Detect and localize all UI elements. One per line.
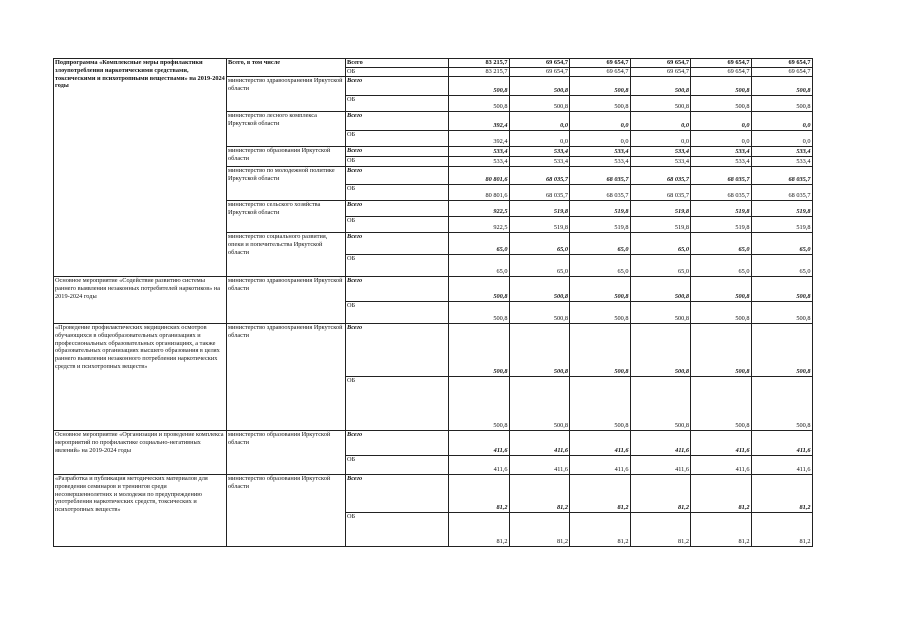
amount-cell: 519,8 <box>509 217 570 233</box>
amount-cell: 81,2 <box>570 513 631 547</box>
amount-cell: 533,4 <box>691 157 752 167</box>
amount-cell: 500,8 <box>751 377 812 431</box>
amount-cell: 411,6 <box>630 431 691 456</box>
table-row <box>54 59 813 68</box>
amount-cell: 81,2 <box>691 513 752 547</box>
amount-cell: 500,8 <box>449 302 510 324</box>
amount-cell: 500,8 <box>630 377 691 431</box>
amount-cell: 519,8 <box>751 217 812 233</box>
amount-cell: 519,8 <box>509 201 570 217</box>
program-name-cell: «Проведение профилактических медицинских осмотров обучающихся в общеобразовательных организациях и профессиональных образовательных организациях, а также образовательных организациях высшего образования в целях раннего выявления незаконного потребления наркотических средств и психотропных веществ» <box>54 324 227 431</box>
amount-cell: 80 801,6 <box>449 167 510 185</box>
amount-cell: 500,8 <box>449 377 510 431</box>
funding-source-cell: Всего <box>346 112 449 131</box>
executor-cell: министерство здравоохранения Иркутской области <box>227 77 346 112</box>
amount-cell: 500,8 <box>449 277 510 302</box>
amount-cell: 500,8 <box>751 77 812 96</box>
executor-cell: Всего, в том числе <box>227 59 346 77</box>
amount-cell: 80 801,6 <box>449 185 510 201</box>
funding-source-cell: Всего <box>346 475 449 513</box>
amount-cell: 81,2 <box>751 513 812 547</box>
amount-cell: 500,8 <box>751 302 812 324</box>
amount-cell: 68 035,7 <box>630 167 691 185</box>
amount-cell: 922,5 <box>449 217 510 233</box>
amount-cell: 69 654,7 <box>570 68 631 77</box>
executor-cell: министерство образования Иркутской области <box>227 431 346 475</box>
funding-source-cell: ОБ <box>346 513 449 547</box>
funding-source-cell: Всего <box>346 277 449 302</box>
table-row <box>54 431 813 456</box>
amount-cell: 81,2 <box>509 513 570 547</box>
amount-cell: 0,0 <box>509 112 570 131</box>
amount-cell: 0,0 <box>691 131 752 147</box>
amount-cell: 81,2 <box>630 475 691 513</box>
amount-cell: 500,8 <box>570 377 631 431</box>
amount-cell: 83 215,7 <box>449 59 510 68</box>
amount-cell: 0,0 <box>570 112 631 131</box>
amount-cell: 68 035,7 <box>751 185 812 201</box>
amount-cell: 65,0 <box>570 233 631 255</box>
amount-cell: 411,6 <box>691 431 752 456</box>
amount-cell: 0,0 <box>691 112 752 131</box>
table-row <box>54 277 813 302</box>
amount-cell: 81,2 <box>509 475 570 513</box>
amount-cell: 533,4 <box>509 157 570 167</box>
amount-cell: 68 035,7 <box>509 185 570 201</box>
amount-cell: 500,8 <box>630 324 691 377</box>
amount-cell: 500,8 <box>691 302 752 324</box>
funding-source-cell: Всего <box>346 324 449 377</box>
amount-cell: 69 654,7 <box>630 68 691 77</box>
funding-source-cell: ОБ <box>346 185 449 201</box>
funding-source-cell: ОБ <box>346 68 449 77</box>
executor-cell: министерство сельского хозяйства Иркутской области <box>227 201 346 233</box>
amount-cell: 411,6 <box>751 456 812 475</box>
amount-cell: 500,8 <box>570 96 631 112</box>
amount-cell: 500,8 <box>691 96 752 112</box>
amount-cell: 69 654,7 <box>691 59 752 68</box>
amount-cell: 68 035,7 <box>691 167 752 185</box>
amount-cell: 533,4 <box>449 157 510 167</box>
amount-cell: 500,8 <box>630 96 691 112</box>
amount-cell: 500,8 <box>691 77 752 96</box>
amount-cell: 533,4 <box>570 157 631 167</box>
amount-cell: 533,4 <box>751 157 812 167</box>
amount-cell: 519,8 <box>570 217 631 233</box>
amount-cell: 519,8 <box>570 201 631 217</box>
amount-cell: 500,8 <box>449 77 510 96</box>
funding-source-cell: Всего <box>346 431 449 456</box>
amount-cell: 81,2 <box>691 475 752 513</box>
funding-source-cell: ОБ <box>346 157 449 167</box>
amount-cell: 69 654,7 <box>751 68 812 77</box>
funding-source-cell: Всего <box>346 147 449 157</box>
amount-cell: 65,0 <box>570 255 631 277</box>
amount-cell: 922,5 <box>449 201 510 217</box>
amount-cell: 500,8 <box>509 377 570 431</box>
amount-cell: 65,0 <box>509 255 570 277</box>
amount-cell: 65,0 <box>691 255 752 277</box>
amount-cell: 533,4 <box>509 147 570 157</box>
executor-cell: министерство социального развития, опеки и попечительства Иркутской области <box>227 233 346 277</box>
amount-cell: 519,8 <box>751 201 812 217</box>
funding-source-cell: ОБ <box>346 302 449 324</box>
amount-cell: 69 654,7 <box>691 68 752 77</box>
amount-cell: 411,6 <box>691 456 752 475</box>
amount-cell: 533,4 <box>751 147 812 157</box>
amount-cell: 81,2 <box>449 475 510 513</box>
amount-cell: 500,8 <box>691 324 752 377</box>
amount-cell: 519,8 <box>630 217 691 233</box>
amount-cell: 65,0 <box>691 233 752 255</box>
amount-cell: 519,8 <box>691 217 752 233</box>
amount-cell: 533,4 <box>630 157 691 167</box>
amount-cell: 65,0 <box>630 255 691 277</box>
amount-cell: 81,2 <box>630 513 691 547</box>
amount-cell: 500,8 <box>630 302 691 324</box>
amount-cell: 0,0 <box>630 131 691 147</box>
amount-cell: 500,8 <box>449 96 510 112</box>
amount-cell: 500,8 <box>509 302 570 324</box>
amount-cell: 533,4 <box>691 147 752 157</box>
amount-cell: 500,8 <box>751 324 812 377</box>
amount-cell: 500,8 <box>630 77 691 96</box>
funding-source-cell: Всего <box>346 233 449 255</box>
amount-cell: 68 035,7 <box>630 185 691 201</box>
amount-cell: 411,6 <box>509 456 570 475</box>
amount-cell: 392,4 <box>449 112 510 131</box>
amount-cell: 411,6 <box>449 456 510 475</box>
funding-source-cell: ОБ <box>346 255 449 277</box>
amount-cell: 83 215,7 <box>449 68 510 77</box>
funding-source-cell: ОБ <box>346 131 449 147</box>
amount-cell: 65,0 <box>751 233 812 255</box>
amount-cell: 65,0 <box>630 233 691 255</box>
funding-source-cell: ОБ <box>346 456 449 475</box>
program-name-cell: Основное мероприятие «Организация и проведение комплекса мероприятий по профилактике социально-негативных явлений» на 2019-2024 годы <box>54 431 227 475</box>
amount-cell: 500,8 <box>570 302 631 324</box>
amount-cell: 500,8 <box>449 324 510 377</box>
amount-cell: 500,8 <box>570 77 631 96</box>
amount-cell: 81,2 <box>751 475 812 513</box>
amount-cell: 500,8 <box>751 277 812 302</box>
amount-cell: 69 654,7 <box>509 59 570 68</box>
amount-cell: 65,0 <box>449 255 510 277</box>
amount-cell: 69 654,7 <box>751 59 812 68</box>
amount-cell: 68 035,7 <box>570 185 631 201</box>
amount-cell: 69 654,7 <box>630 59 691 68</box>
table-row <box>54 475 813 513</box>
funding-source-cell: Всего <box>346 77 449 96</box>
amount-cell: 0,0 <box>630 112 691 131</box>
amount-cell: 411,6 <box>570 431 631 456</box>
funding-source-cell: ОБ <box>346 217 449 233</box>
amount-cell: 500,8 <box>691 377 752 431</box>
amount-cell: 65,0 <box>449 233 510 255</box>
amount-cell: 500,8 <box>509 277 570 302</box>
amount-cell: 500,8 <box>570 277 631 302</box>
amount-cell: 0,0 <box>751 112 812 131</box>
amount-cell: 69 654,7 <box>570 59 631 68</box>
amount-cell: 68 035,7 <box>570 167 631 185</box>
amount-cell: 533,4 <box>449 147 510 157</box>
executor-cell: министерство по молодежной политике Иркутской области <box>227 167 346 201</box>
amount-cell: 533,4 <box>630 147 691 157</box>
amount-cell: 519,8 <box>691 201 752 217</box>
funding-source-cell: ОБ <box>346 377 449 431</box>
amount-cell: 500,8 <box>630 277 691 302</box>
amount-cell: 0,0 <box>570 131 631 147</box>
amount-cell: 500,8 <box>509 96 570 112</box>
amount-cell: 68 035,7 <box>509 167 570 185</box>
budget-table <box>53 58 813 547</box>
program-name-cell: Подпрограмма «Комплексные меры профилактики злоупотребления наркотическими средствами, токсическими и психотропными веществами» на 2019-2024 годы <box>54 59 227 277</box>
amount-cell: 411,6 <box>751 431 812 456</box>
funding-source-cell: Всего <box>346 59 449 68</box>
amount-cell: 392,4 <box>449 131 510 147</box>
amount-cell: 519,8 <box>630 201 691 217</box>
amount-cell: 411,6 <box>630 456 691 475</box>
funding-source-cell: Всего <box>346 167 449 185</box>
amount-cell: 500,8 <box>509 77 570 96</box>
executor-cell: министерство лесного комплекса Иркутской области <box>227 112 346 147</box>
program-name-cell: «Разработка и публикация методических материалов для проведения семинаров и тренингов среди несовершеннолетних и молодежи по предупреждению употребления наркотических средств, токсических и психотропных веществ» <box>54 475 227 547</box>
executor-cell: министерство образования Иркутской области <box>227 147 346 167</box>
amount-cell: 500,8 <box>509 324 570 377</box>
table-row <box>54 324 813 377</box>
amount-cell: 65,0 <box>509 233 570 255</box>
amount-cell: 81,2 <box>570 475 631 513</box>
amount-cell: 65,0 <box>751 255 812 277</box>
amount-cell: 533,4 <box>570 147 631 157</box>
amount-cell: 411,6 <box>570 456 631 475</box>
funding-source-cell: Всего <box>346 201 449 217</box>
executor-cell: министерство образования Иркутской области <box>227 475 346 547</box>
executor-cell: министерство здравоохранения Иркутской области <box>227 324 346 431</box>
amount-cell: 69 654,7 <box>509 68 570 77</box>
amount-cell: 411,6 <box>509 431 570 456</box>
amount-cell: 68 035,7 <box>691 185 752 201</box>
amount-cell: 68 035,7 <box>751 167 812 185</box>
funding-source-cell: ОБ <box>346 96 449 112</box>
program-name-cell: Основное мероприятие «Содействие развитию системы раннего выявления незаконных потребителей наркотиков» на 2019-2024 годы <box>54 277 227 324</box>
amount-cell: 0,0 <box>509 131 570 147</box>
executor-cell: министерство здравоохранения Иркутской области <box>227 277 346 324</box>
budget-table-body <box>54 59 813 547</box>
amount-cell: 81,2 <box>449 513 510 547</box>
amount-cell: 411,6 <box>449 431 510 456</box>
amount-cell: 0,0 <box>751 131 812 147</box>
amount-cell: 500,8 <box>570 324 631 377</box>
amount-cell: 500,8 <box>751 96 812 112</box>
amount-cell: 500,8 <box>691 277 752 302</box>
